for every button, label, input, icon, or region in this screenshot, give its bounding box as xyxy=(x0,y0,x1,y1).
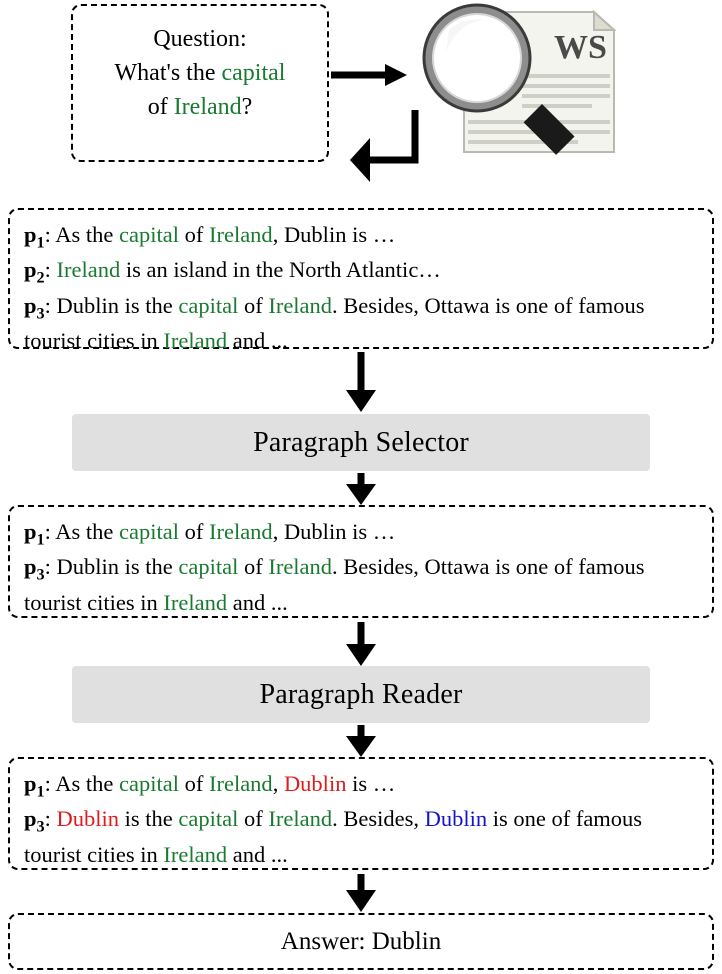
question-line-3-suffix: ? xyxy=(241,94,253,121)
paragraph-label: $p_1$ xyxy=(24,771,45,801)
question-line-3 xyxy=(83,90,317,124)
paragraph-text: of xyxy=(178,771,209,796)
paragraph-selector-box xyxy=(72,414,650,471)
highlight-green: capital xyxy=(178,292,239,318)
question-line-3-text: of xyxy=(147,94,174,121)
highlight-red: Dublin xyxy=(56,806,120,832)
question-line-2-text: What's the xyxy=(114,60,222,87)
paragraph-text: . Besides, Ottawa is one of famous tourist cities in xyxy=(24,292,645,354)
highlight-green: capital xyxy=(119,519,179,544)
selected-paragraphs-box xyxy=(8,505,714,618)
paragraph-text: : Dublin is the xyxy=(44,554,179,580)
paragraph-text: and ... xyxy=(227,589,288,615)
paragraph-text: , Dublin is … xyxy=(272,519,396,544)
paragraph-label: $p_1$ xyxy=(24,519,45,549)
paragraph-line-p1 xyxy=(24,516,700,551)
paragraph-text: , xyxy=(272,771,284,796)
highlight-green: Ireland xyxy=(268,554,333,580)
read-paragraphs-box xyxy=(8,757,714,870)
retriever-illustration xyxy=(404,0,674,170)
paragraph-reader-box xyxy=(72,666,650,723)
paragraph-text: : As the xyxy=(44,519,119,544)
arrow-question-to-retriever xyxy=(329,62,407,88)
arrow-reader-to-read xyxy=(340,725,382,757)
question-title: Question: xyxy=(153,26,247,52)
answer-box xyxy=(8,913,714,970)
paragraph-text: , Dublin is … xyxy=(272,222,396,247)
question-line-2 xyxy=(83,56,317,90)
paragraph-text: of xyxy=(238,806,269,832)
paragraph-line-p1 xyxy=(24,219,700,254)
arrow-retriever-to-paragraphs xyxy=(340,108,430,208)
highlight-green: Ireland xyxy=(208,519,273,544)
paragraph-text: and ... xyxy=(227,841,288,867)
paragraph-label: $p_3$ xyxy=(24,292,45,323)
highlight-green: Ireland xyxy=(56,257,121,283)
answer-label: Answer: Dublin xyxy=(280,927,442,955)
highlight-green: capital xyxy=(178,806,239,832)
highlight-green: capital xyxy=(119,222,179,247)
paragraph-label: $p_3$ xyxy=(24,554,45,584)
question-keyword-capital: capital xyxy=(221,60,286,87)
paragraph-line-p3 xyxy=(24,290,700,357)
highlight-green: capital xyxy=(119,771,179,796)
highlight-green: Ireland xyxy=(163,589,228,615)
paragraph-text: of xyxy=(238,292,269,318)
paragraph-text: . Besides, Ottawa is one of famous tourist cities in xyxy=(24,554,645,615)
paragraph-text: and ... xyxy=(227,328,288,354)
paragraph-text: of xyxy=(238,554,269,580)
highlight-green: Ireland xyxy=(163,841,228,867)
paragraph-text: is the xyxy=(119,806,179,832)
paragraph-text: . Besides, xyxy=(332,806,425,832)
paragraph-reader-label: Paragraph Reader xyxy=(259,678,463,710)
paragraph-text: : As the xyxy=(44,222,119,247)
svg-text:WS: WS xyxy=(554,29,607,66)
paragraph-line-p3 xyxy=(24,551,700,618)
arrow-selected-to-reader xyxy=(340,622,382,666)
paragraph-selector-label: Paragraph Selector xyxy=(253,426,469,458)
highlight-green: Ireland xyxy=(208,222,273,247)
paragraph-line-p2 xyxy=(24,254,700,289)
paragraph-text: : Dublin is the xyxy=(44,292,179,318)
highlight-red: Dublin xyxy=(283,771,347,796)
arrow-selector-to-selected xyxy=(340,473,382,505)
paragraph-line-p1 xyxy=(24,768,700,803)
retrieved-paragraphs-box xyxy=(8,208,714,354)
highlight-green: Ireland xyxy=(208,771,273,796)
paragraph-text: is an island in the North Atlantic… xyxy=(120,257,441,283)
arrow-paragraphs-to-selector xyxy=(340,352,382,412)
paragraph-text: : As the xyxy=(44,771,119,796)
paragraph-label: $p_2$ xyxy=(24,257,45,287)
highlight-green: Ireland xyxy=(268,806,333,832)
highlight-green: Ireland xyxy=(163,328,228,354)
paragraph-text: is … xyxy=(346,771,396,796)
paragraph-text: of xyxy=(178,222,209,247)
highlight-green: capital xyxy=(178,554,239,580)
highlight-green: Ireland xyxy=(268,292,333,318)
arrow-read-to-answer xyxy=(340,874,382,912)
paragraph-label: $p_1$ xyxy=(24,222,45,252)
paragraph-text: is one of famous tourist cities in xyxy=(24,806,643,867)
paragraph-line-p3 xyxy=(24,803,700,870)
paragraph-text: : xyxy=(44,806,57,832)
paragraph-text: : xyxy=(44,257,57,283)
paragraph-text: of xyxy=(178,519,209,544)
question-box xyxy=(71,4,329,162)
paragraph-label: $p_3$ xyxy=(24,806,45,836)
highlight-blue: Dublin xyxy=(424,806,488,832)
question-keyword-ireland: Ireland xyxy=(173,94,242,121)
